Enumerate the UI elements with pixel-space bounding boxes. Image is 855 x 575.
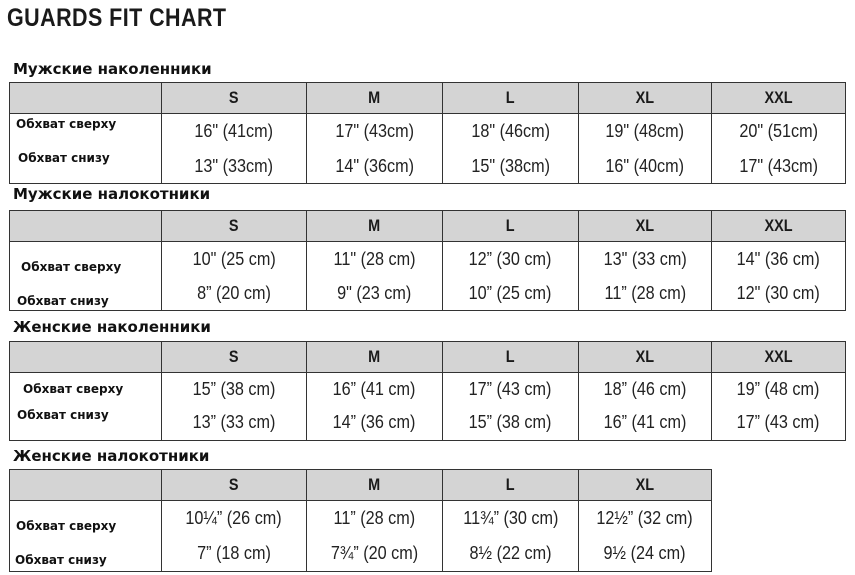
size-value: 9½ (24 cm) — [579, 535, 712, 572]
fit-table — [9, 341, 846, 441]
size-value: 9" (23 cm) — [307, 276, 443, 311]
table-row — [10, 501, 712, 536]
row-label: Обхват снизу — [10, 535, 162, 572]
size-value: 12½” (32 cm) — [579, 501, 712, 536]
row-label: Обхват сверху — [10, 242, 162, 277]
table-row — [10, 535, 712, 572]
size-value: 16" (41cm) — [162, 114, 307, 150]
size-header-xl: XL — [579, 83, 712, 114]
size-value: 8” (20 cm) — [162, 276, 307, 311]
fit-table — [9, 82, 846, 184]
size-header-row — [10, 83, 846, 114]
size-header-xxl: XXL — [712, 211, 846, 242]
size-value: 18” (46 cm) — [579, 373, 712, 406]
size-value: 19" (48cm) — [579, 114, 712, 150]
size-value: 8½ (22 cm) — [443, 535, 579, 572]
size-value: 12" (30 cm) — [712, 276, 846, 311]
size-header-xl: XL — [579, 211, 712, 242]
table-row — [10, 149, 846, 184]
size-value: 11” (28 cm) — [307, 501, 443, 536]
size-value: 20" (51cm) — [712, 114, 846, 150]
size-value: 17” (43 cm) — [443, 373, 579, 406]
fit-table — [9, 469, 712, 572]
size-header-m: M — [307, 342, 443, 373]
size-value: 16" (40cm) — [579, 149, 712, 184]
row-label: Обхват сверху — [10, 373, 162, 406]
table-row — [10, 405, 846, 441]
size-header-xl: XL — [579, 470, 712, 501]
size-value: 10¼” (26 cm) — [162, 501, 307, 536]
size-value: 7” (18 cm) — [162, 535, 307, 572]
size-header-l: L — [443, 342, 579, 373]
section-title: Мужские налокотники — [13, 185, 211, 203]
size-value: 11" (28 cm) — [307, 242, 443, 277]
size-header-row — [10, 470, 712, 501]
section-title: Женские наколенники — [13, 318, 211, 336]
size-header-row — [10, 342, 846, 373]
size-value: 18" (46cm) — [443, 114, 579, 150]
size-value: 14" (36 cm) — [712, 242, 846, 277]
header-corner — [10, 470, 162, 501]
size-header-l: L — [443, 211, 579, 242]
size-header-s: S — [162, 470, 307, 501]
size-value: 14" (36cm) — [307, 149, 443, 184]
size-header-xxl: XXL — [712, 342, 846, 373]
size-value: 14” (36 cm) — [307, 405, 443, 441]
row-label: Обхват снизу — [10, 405, 162, 441]
header-corner — [10, 211, 162, 242]
fit-table — [9, 210, 846, 311]
row-label: Обхват снизу — [10, 149, 162, 184]
size-value: 16” (41 cm) — [579, 405, 712, 441]
size-value: 17” (43 cm) — [712, 405, 846, 441]
page-title: GUARDS FIT CHART — [7, 4, 227, 32]
row-label: Обхват сверху — [10, 501, 162, 536]
size-header-s: S — [162, 342, 307, 373]
size-value: 11¾” (30 cm) — [443, 501, 579, 536]
header-corner — [10, 342, 162, 373]
table-row — [10, 114, 846, 150]
size-value: 16” (41 cm) — [307, 373, 443, 406]
size-header-row — [10, 211, 846, 242]
size-value: 13" (33cm) — [162, 149, 307, 184]
size-value: 15” (38 cm) — [162, 373, 307, 406]
size-value: 10” (25 cm) — [443, 276, 579, 311]
header-corner — [10, 83, 162, 114]
size-value: 17" (43cm) — [307, 114, 443, 150]
size-header-m: M — [307, 83, 443, 114]
size-value: 19” (48 cm) — [712, 373, 846, 406]
size-header-xxl: XXL — [712, 83, 846, 114]
table-row — [10, 373, 846, 406]
size-header-m: M — [307, 211, 443, 242]
size-header-l: L — [443, 470, 579, 501]
size-value: 10" (25 cm) — [162, 242, 307, 277]
table-row — [10, 242, 846, 277]
section-title: Мужские наколенники — [13, 60, 212, 78]
size-value: 17" (43cm) — [712, 149, 846, 184]
size-value: 15" (38cm) — [443, 149, 579, 184]
row-label: Обхват снизу — [10, 276, 162, 311]
table-row — [10, 276, 846, 311]
size-header-xl: XL — [579, 342, 712, 373]
size-header-s: S — [162, 83, 307, 114]
size-value: 11” (28 cm) — [579, 276, 712, 311]
size-header-m: M — [307, 470, 443, 501]
size-value: 15” (38 cm) — [443, 405, 579, 441]
row-label: Обхват сверху — [10, 114, 162, 150]
size-value: 13" (33 cm) — [579, 242, 712, 277]
section-title: Женские налокотники — [13, 447, 210, 465]
size-value: 12” (30 cm) — [443, 242, 579, 277]
size-header-s: S — [162, 211, 307, 242]
size-header-l: L — [443, 83, 579, 114]
size-value: 13” (33 cm) — [162, 405, 307, 441]
size-value: 7¾” (20 cm) — [307, 535, 443, 572]
